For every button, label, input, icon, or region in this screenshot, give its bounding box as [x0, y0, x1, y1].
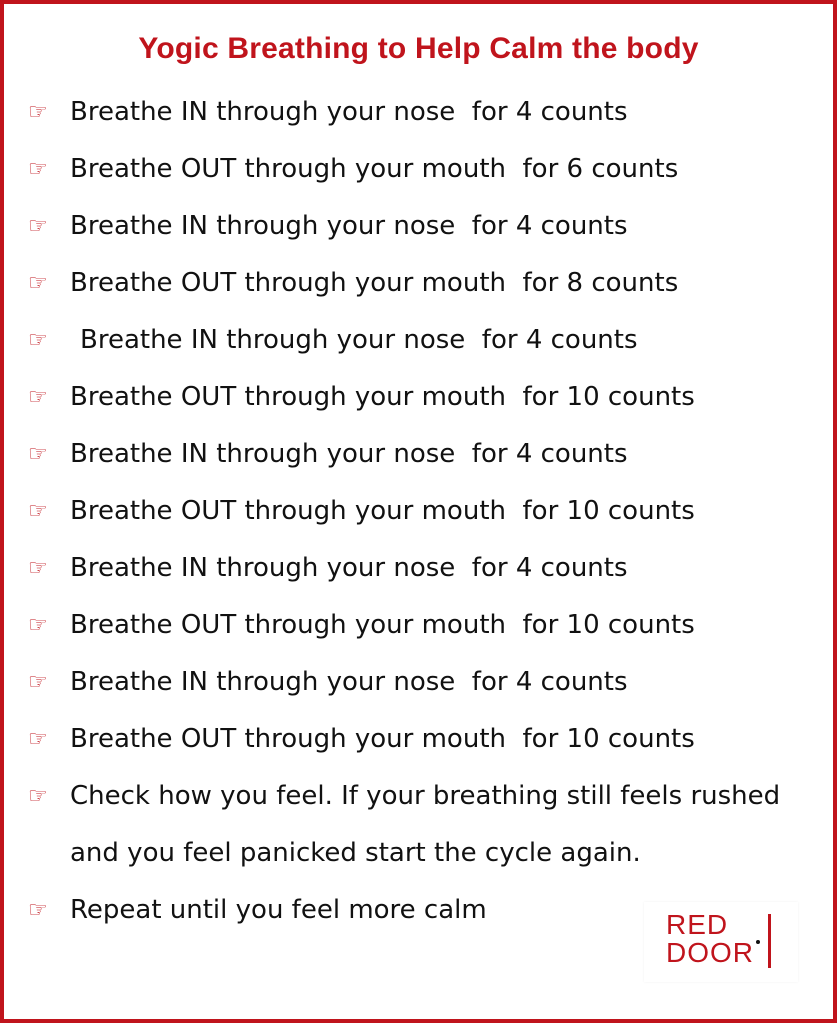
logo-text-door: DOOR	[666, 937, 754, 968]
logo-bar	[768, 914, 771, 968]
pointing-hand-icon: ☞	[28, 670, 48, 695]
pointing-hand-icon: ☞	[28, 556, 48, 581]
pointing-hand-icon: ☞	[28, 385, 48, 410]
list-item: ☞ Breathe IN through your nose for 4 counts	[28, 198, 828, 255]
logo-text-red: RED	[666, 909, 729, 940]
pointing-hand-icon: ☞	[28, 727, 48, 752]
pointing-hand-icon: ☞	[28, 328, 48, 353]
list-item: ☞ Breathe IN through your nose for 4 counts	[28, 312, 828, 369]
pointing-hand-icon: ☞	[28, 214, 48, 239]
list-item: ☞ Breathe IN through your nose for 4 counts	[28, 540, 828, 597]
pointing-hand-icon: ☞	[28, 898, 48, 923]
list-item	[28, 768, 828, 882]
list-item: ☞ Breathe IN through your nose for 4 counts	[28, 426, 828, 483]
list-item: ☞ Breathe OUT through your mouth for 6 counts	[28, 141, 828, 198]
pointing-hand-icon: ☞	[28, 100, 48, 125]
pointing-hand-icon: ☞	[28, 157, 48, 182]
list-item: ☞ Breathe IN through your nose for 4 counts	[28, 654, 828, 711]
breathing-steps-list	[28, 84, 828, 939]
red-door-logo	[644, 902, 798, 982]
step-text-wrapped: Check how you feel. If your breathing still feels rushed and you feel panicked start the cycle again.	[70, 781, 781, 868]
pointing-hand-icon: ☞	[28, 499, 48, 524]
list-item: ☞ Breathe OUT through your mouth for 10 counts	[28, 483, 828, 540]
pointing-hand-icon: ☞	[28, 442, 48, 467]
list-item: ☞ Breathe IN through your nose for 4 counts	[28, 84, 828, 141]
page-title: Yogic Breathing to Help Calm the body	[138, 32, 699, 65]
pointing-hand-icon: ☞	[28, 271, 48, 296]
list-item: ☞ Repeat until you feel more calm	[28, 882, 828, 939]
list-item: ☞ Breathe OUT through your mouth for 10 counts	[28, 369, 828, 426]
list-item: ☞ Breathe OUT through your mouth for 8 counts	[28, 255, 828, 312]
pointing-hand-icon: ☞	[28, 784, 48, 809]
list-item: ☞ Breathe OUT through your mouth for 10 counts	[28, 711, 828, 768]
logo-dot	[756, 940, 760, 944]
list-item: ☞ Breathe OUT through your mouth for 10 counts	[28, 597, 828, 654]
pointing-hand-icon: ☞	[28, 613, 48, 638]
